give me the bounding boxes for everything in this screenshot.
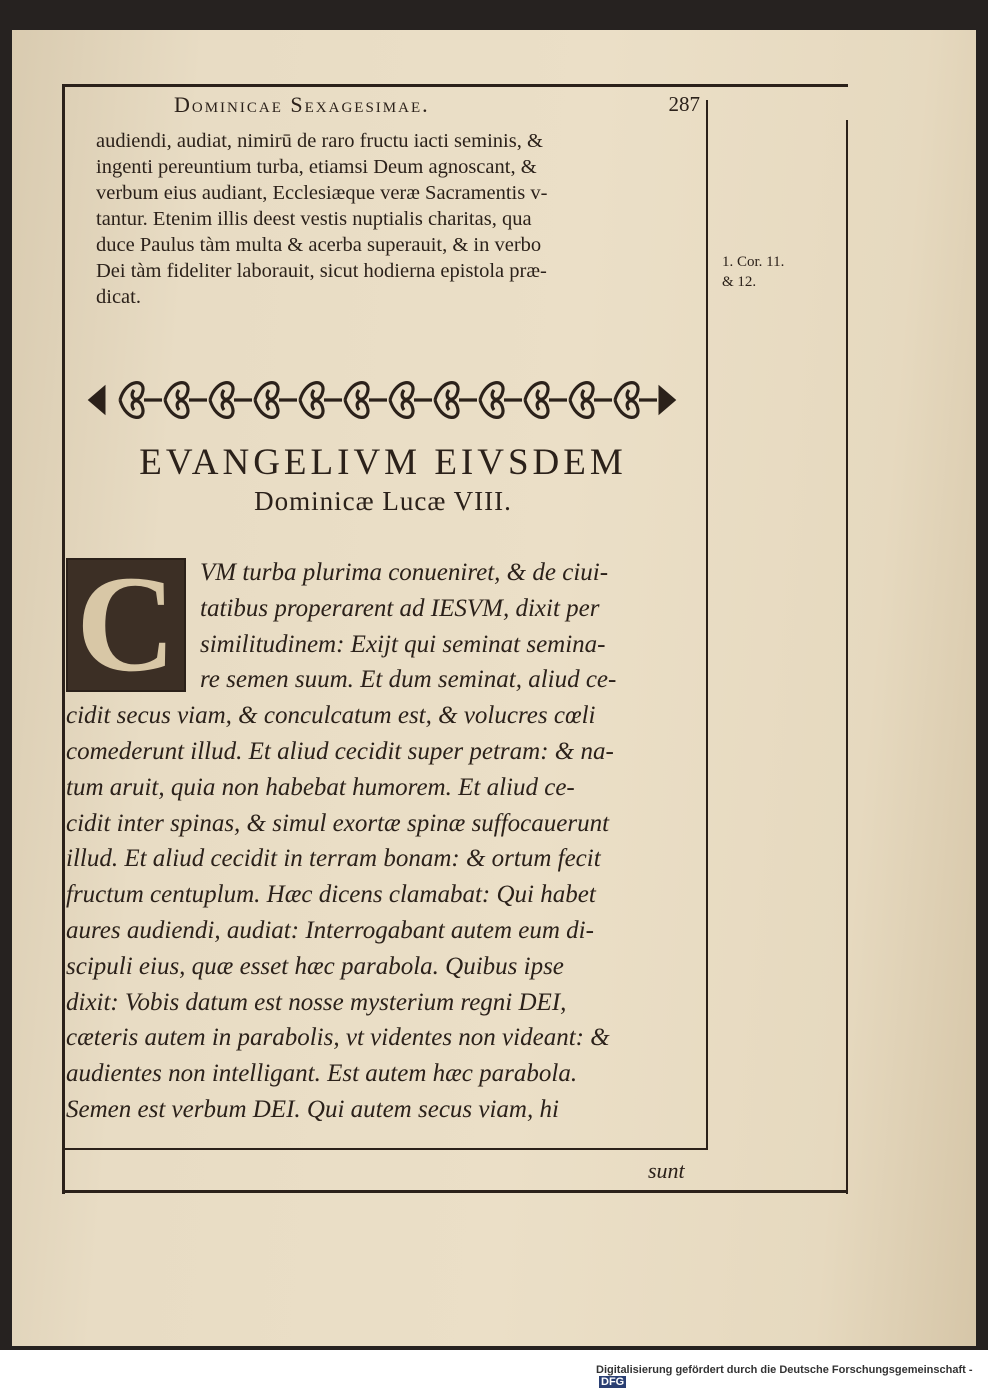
text-line: Semen est verbum DEI. Qui autem secus viam, hi: [66, 1095, 559, 1123]
catchword: sunt: [648, 1158, 685, 1183]
digitization-footer: [596, 1364, 1000, 1388]
heading-subtitle: Dominicæ Lucæ VIII.: [254, 486, 512, 516]
page-number: 287: [668, 92, 700, 116]
margin-note-line: & 12.: [722, 274, 757, 290]
text-line: dicat.: [96, 286, 141, 308]
text-line: tatibus properarent ad IESVM, dixit per: [200, 594, 600, 622]
ornament-knot: [480, 383, 522, 418]
text-column-rule: [706, 100, 708, 1148]
text-line: re semen suum. Et dum seminat, aliud ce-: [200, 666, 617, 694]
margin-note-line: 1. Cor. 11.: [722, 254, 785, 270]
ornamental-band: [82, 372, 682, 428]
ornament-knot: [345, 383, 387, 418]
ornament-knot: [120, 383, 162, 418]
text-line: illud. Et aliud cecidit in terram bonam: & ortum fecit: [66, 845, 601, 873]
gospel-text-block: [66, 547, 698, 1128]
ornament-knot: [165, 383, 207, 418]
text-line: dixit: Vobis datum est nosse mysterium regni DEI,: [66, 988, 567, 1016]
initial-letter: C: [76, 547, 176, 700]
preceding-text-block: [96, 128, 696, 310]
text-line: audientes non intelligant. Est autem hæc parabola.: [66, 1060, 578, 1088]
ornament-knot: [525, 383, 567, 418]
left-rule: [62, 84, 65, 1194]
text-line: cidit inter spinas, & simul exortæ spinæ suffocauerunt: [66, 809, 610, 837]
text-line: duce Paulus tàm multa & acerba superauit, & in verbo: [96, 234, 542, 256]
ornament-knot: [300, 383, 342, 418]
text-line: cidit secus viam, & conculcatum est, & volucres cœli: [66, 702, 596, 730]
text-line: scipuli eius, quæ esset hæc parabola. Quibus ipse: [66, 952, 564, 980]
heading-title: EVANGELIVM EIVSDEM: [139, 442, 627, 483]
margin-column-rule: [846, 120, 848, 1194]
text-line: tantur. Etenim illis deest vestis nuptialis charitas, qua: [96, 208, 532, 230]
text-line: similitudinem: Exijt qui seminat semina-: [200, 630, 606, 658]
text-bottom-rule: [64, 1148, 708, 1150]
ornament-knot: [390, 383, 432, 418]
ornament-knot: [615, 383, 657, 418]
text-line: ingenti pereuntium turba, etiamsi Deum agnoscant, &: [96, 156, 537, 178]
text-line: audiendi, audiat, nimirū de raro fructu iacti seminis, &: [96, 130, 543, 152]
text-line: comederunt illud. Et aliud cecidit super petram: & na-: [66, 737, 614, 765]
text-line: verbum eius audiant, Ecclesiæque veræ Sacramentis v-: [96, 182, 548, 204]
ornament-knot: [435, 383, 477, 418]
text-line: cæteris autem in parabolis, vt videntes non videant: &: [66, 1024, 610, 1052]
bottom-rule: [62, 1190, 848, 1193]
footer-text: Digitalisierung gefördert durch die Deutsche Forschungsgemeinschaft -: [596, 1364, 973, 1376]
text-line: aures audiendi, audiat: Interrogabant autem eum di-: [66, 916, 594, 944]
running-head-title: Dominicae Sexagesimae.: [174, 92, 430, 117]
gospel-heading: [66, 442, 700, 518]
dfg-logo: DFG: [601, 1376, 625, 1388]
text-line: fructum centuplum. Hæc dicens clamabat: Qui habet: [66, 881, 596, 909]
ornament-knot: [255, 383, 297, 418]
text-line: Dei tàm fideliter laborauit, sicut hodierna epistola præ-: [96, 260, 547, 282]
running-head: [96, 92, 708, 122]
margin-note: [722, 252, 784, 292]
top-rule: [62, 84, 848, 87]
text-line: tum aruit, quia non habebat humorem. Et aliud ce-: [66, 773, 575, 801]
ornament-knot: [210, 383, 252, 418]
ornament-knot: [570, 383, 612, 418]
text-line: VM turba plurima conueniret, & de ciui-: [200, 559, 609, 586]
